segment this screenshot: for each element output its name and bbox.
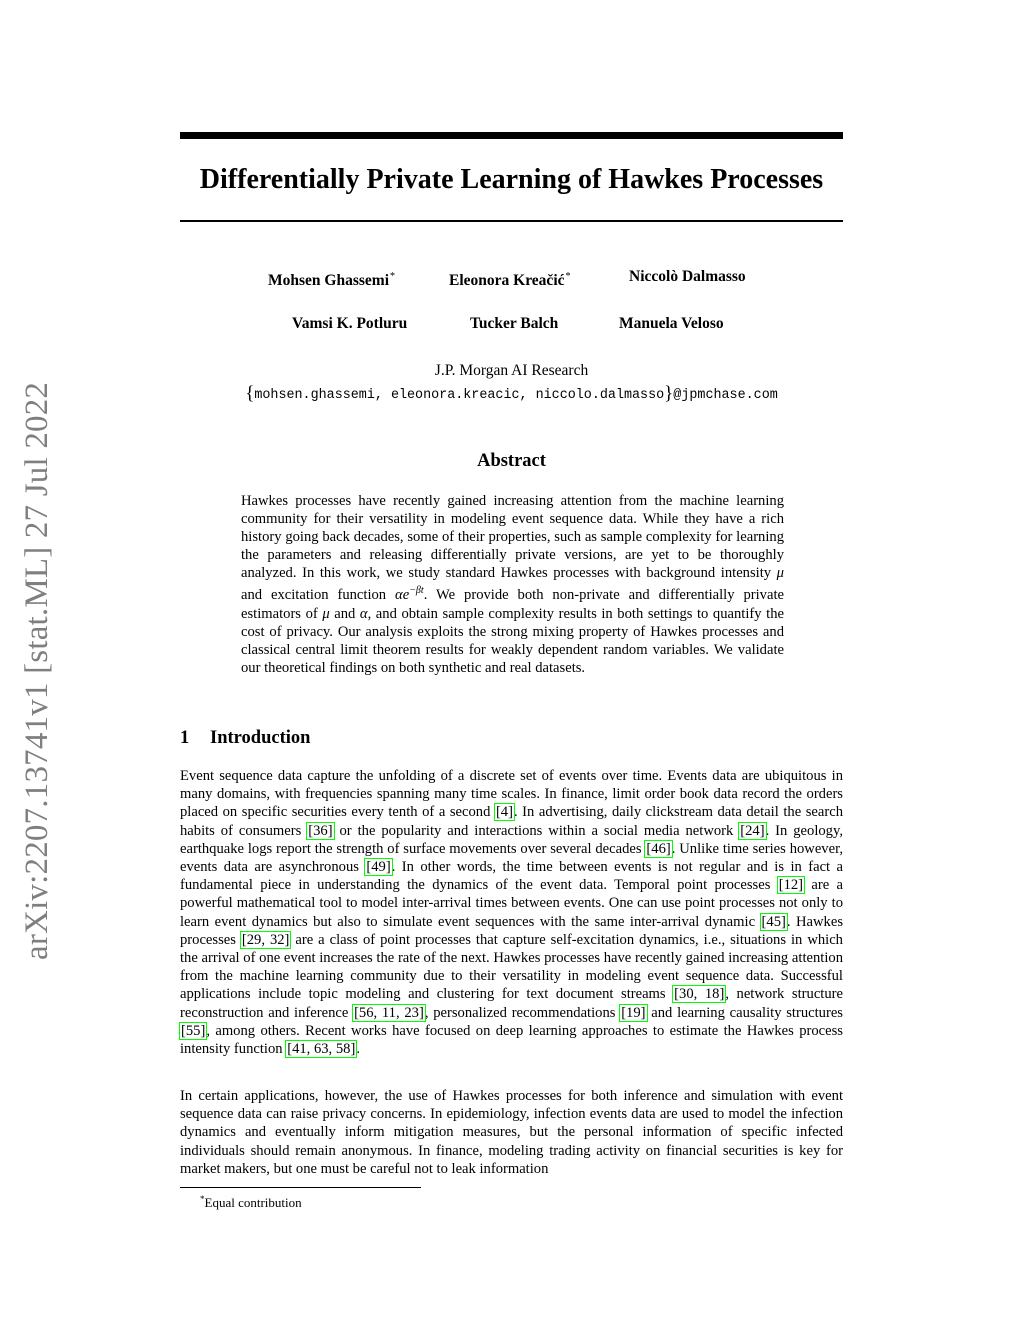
citation-link[interactable]: [4] [495,804,513,821]
author-5 [470,314,558,334]
footnote [200,1190,302,1212]
math-mu: μ [322,605,330,622]
title-bottom-rule [180,220,843,222]
citation-link[interactable]: [45] [761,913,786,930]
author-2 [449,267,571,291]
math-excitation-exponent: −βt [409,585,424,597]
affiliation: J.P. Morgan AI Research [434,362,589,379]
abstract-segment: Hawkes processes have recently gained increasing attention from the machine learning community for their versatility in modeling event sequence data. While they have a rich history going back decades, some of their properties, such as sample complexity for learning the parameters and releasing differentially private versions, are yet to be thoroughly analyzed. In this work, we study standard Hawkes processes with background intensity [241,493,784,582]
math-mu: μ [776,565,784,582]
math-excitation-base: αe [395,587,410,604]
text-segment: . Unlike time series however, events data are asynchronous [180,840,844,876]
citation-link[interactable]: [24] [740,822,765,839]
email-names: mohsen.ghassemi, eleonora.kreacic, niccolo.dalmasso [254,388,665,403]
footnote-rule [180,1187,421,1188]
text-segment: , network structure reconstruction and inference [180,986,843,1021]
text-segment: . In geology, earthquake logs report the strength of surface movements over several decades [180,822,843,857]
section-number: 1 [180,728,190,748]
paper-title: Differentially Private Learning of Hawkes Processes [199,164,824,195]
equal-contribution-mark: * [390,271,395,282]
citation-link[interactable]: [55] [181,1022,206,1039]
text-segment: , among others. Recent works have focused on deep learning approaches to estimate the Hawkes process intensity function [180,1022,843,1058]
title-top-rule [180,132,843,139]
text-segment: and learning causality structures [646,1004,843,1021]
text-segment: , personalized recommendations [424,1004,621,1021]
intro-paragraph-1 [180,767,843,1058]
abstract-heading: Abstract [477,451,546,471]
text-segment: . [356,1041,360,1058]
text-segment: . Hawkes processes [180,913,843,948]
author-emails [180,383,843,407]
citation-link[interactable]: [56, 11, 23] [354,1004,424,1021]
citation-link[interactable]: [49] [366,859,391,876]
intro-paragraph-2: In certain applications, however, the use of Hawkes processes for both inference and simulation with event sequence data can raise privacy concerns. In epidemiology, infection events data are used to model the infection dynamics and eventually inform mitigation measures, but the personal information of specific infected individuals should remain anonymous. In finance, modeling trading activity on financial securities is key for market makers, but one must be careful not to leak information [180,1088,843,1177]
citation-link[interactable]: [12] [778,877,804,894]
citation-link[interactable]: [29, 32] [241,931,290,948]
author-name: Mohsen Ghassemi [268,272,389,289]
email-open-brace: { [245,383,255,404]
author-name: Tucker Balch [470,315,559,332]
author-name: Vamsi K. Potluru [292,315,408,332]
author-6 [619,314,724,334]
text-segment: . In advertising, daily clickstream data detail the search habits of consumers [180,804,843,839]
text-segment: . In other words, the time between events is not regular and is in fact a fundamental piece in understanding the dynamics of the event data. Temporal point processes [180,859,844,894]
math-alpha: α [359,605,368,622]
author-3 [629,267,746,287]
section-title: Introduction [210,728,311,748]
author-name: Manuela Veloso [619,315,724,332]
footnote-mark: * [200,1194,205,1204]
text-segment: Event sequence data capture the unfolding of a discrete set of events over time. Events data are ubiquitous in many domains, with frequencies spanning many time scales. In finance, limit order book data record the orders placed on specific securities every tenth of a second [180,768,843,821]
text-segment: are a class of point processes that capture self-excitation dynamics, i.e., situations in which the arrival of one event increases the rate of the next. Hawkes processes have recently gained increasing attention from the machine learning community due to their versatility in modeling event sequence data. Successful applications include topic modeling and clustering for text document streams [180,931,843,1003]
abstract-segment: , and obtain sample complexity results in both settings to quantify the cost of privacy. Our analysis exploits the strong mixing property of Hawkes processes and classical central limit theorem results for weakly dependent random variables. We validate our theoretical findings on both synthetic and real datasets. [241,605,784,676]
abstract-segment: and excitation function [241,587,396,604]
author-4 [292,314,407,334]
section-heading-introduction [180,726,310,750]
abstract-text [241,492,784,677]
footnote-text: Equal contribution [204,1195,302,1210]
text-segment: are a powerful mathematical tool to model inter-arrival times between events. One can use point processes not only to learn event dynamics but also to simulate event sequences with the same inter-arrival dynamic [180,877,843,930]
email-domain: @jpmchase.com [673,388,778,403]
email-close-brace: } [664,383,674,404]
abstract-segment: . We provide both non-private and differentially private estimators of [241,587,784,622]
author-name: Eleonora Kreačić [449,272,565,289]
arxiv-identifier-stamp: arXiv:2207.13741v1 [stat.ML] 27 Jul 2022 [19,381,55,960]
author-name: Niccolò Dalmasso [629,268,746,285]
citation-link[interactable]: [46] [646,840,671,857]
text-segment: or the popularity and interactions within a social media network [333,822,740,839]
equal-contribution-mark: * [565,271,571,282]
abstract-segment: and [329,605,360,622]
citation-link[interactable]: [19] [621,1004,646,1021]
math-excitation-function [395,587,424,603]
author-1 [268,267,395,291]
citation-link[interactable]: [30, 18] [674,986,725,1003]
citation-link[interactable]: [36] [308,822,333,839]
citation-link[interactable]: [41, 63, 58] [287,1041,356,1058]
